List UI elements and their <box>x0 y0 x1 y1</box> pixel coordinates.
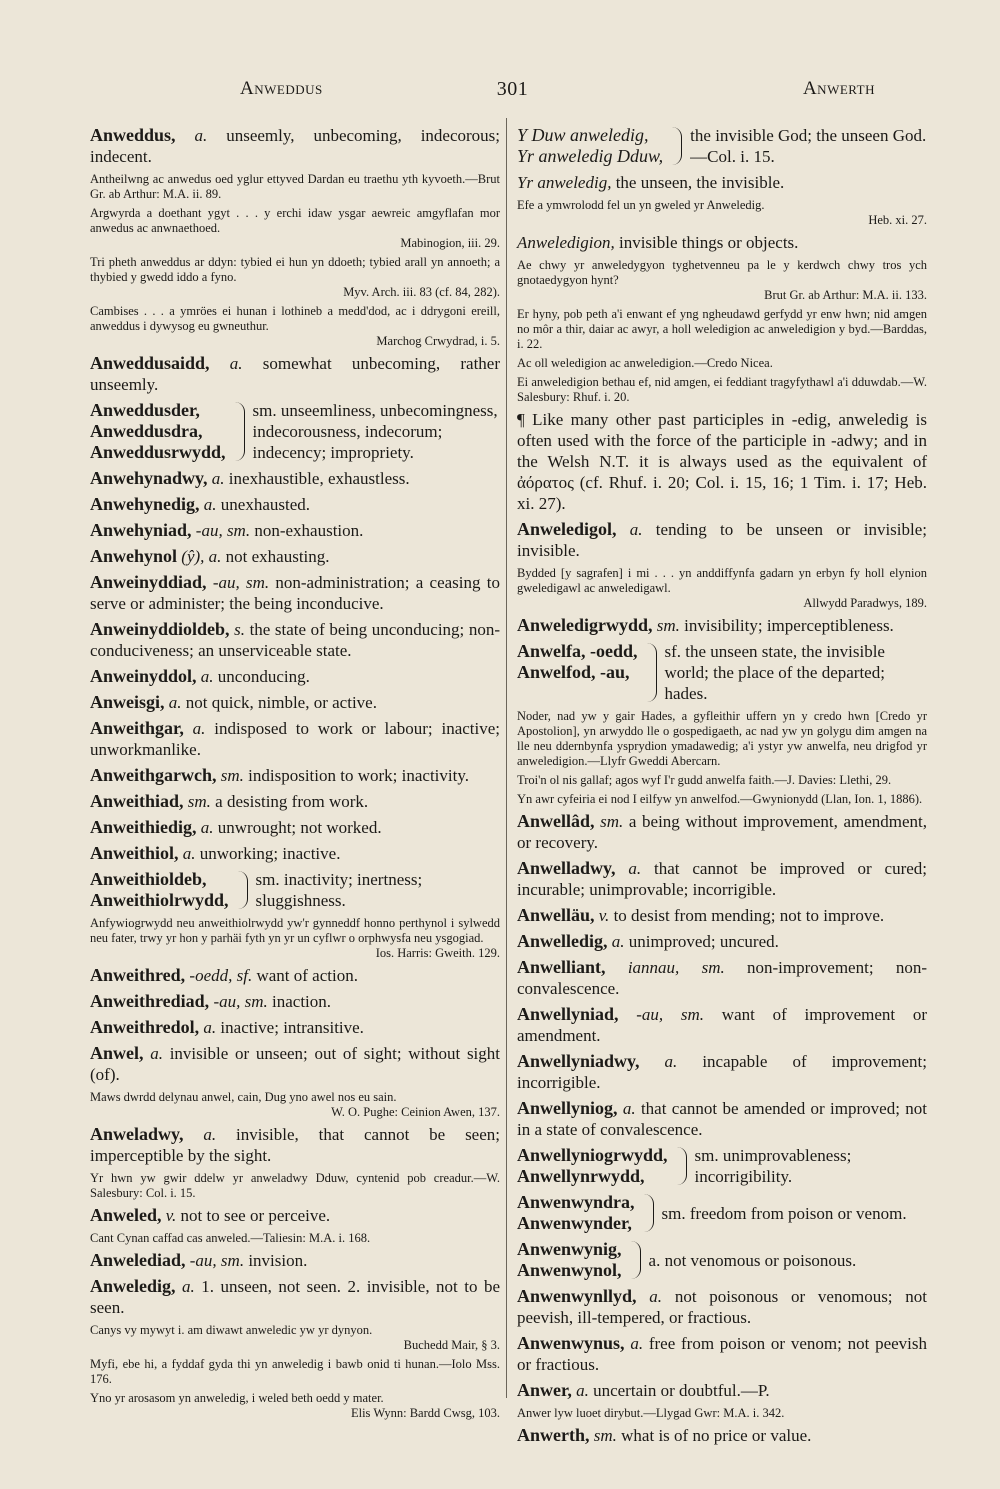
grouped-definition-text <box>253 400 500 463</box>
definition: the invisible God; the unseen God.—Col. i. 15. <box>690 126 927 166</box>
headword: Anwerth, <box>517 1425 590 1445</box>
headword: Y Duw anweledig, <box>517 125 649 145</box>
headword: Anwer, <box>517 1380 572 1400</box>
grouped-definition <box>695 1145 927 1187</box>
headword: Anweinyddol, <box>90 666 197 686</box>
running-header <box>90 78 935 108</box>
grammar-label: a. <box>630 1334 644 1353</box>
definition: what is of no price or value. <box>621 1426 812 1445</box>
dictionary-entry <box>90 1124 500 1166</box>
citation-text: Yno yr arosasom yn anweledig, i weled beth oedd y mater. <box>90 1391 384 1405</box>
definition: incapable of improvement; incorrigible. <box>517 1052 927 1092</box>
citation-quote <box>517 258 927 303</box>
headword: Anwelfod, -au, <box>517 662 630 682</box>
grammar-label: -au, sm. <box>212 573 270 592</box>
grouped-entry <box>517 1192 927 1234</box>
citation-text: Anwer lyw luoet dirybut.—Llygad Gwr: M.A. i. 342. <box>517 1406 785 1420</box>
grouped-definition-text <box>256 869 500 911</box>
definition: indisposition to work; inactivity. <box>248 766 469 785</box>
citation-quote <box>517 709 927 769</box>
grammar-label: -au, sm. <box>636 1005 705 1024</box>
citation-source: Elis Wynn: Bardd Cwsg, 103. <box>350 1406 500 1420</box>
headword: Anwenwynig, <box>517 1239 622 1259</box>
headword: Anweladwy, <box>90 1124 184 1144</box>
definition: that cannot be improved or cured; incurable; unimprovable; incorrigible. <box>517 859 928 899</box>
citation-source: Heb. xi. 27. <box>868 213 927 227</box>
definition: not poisonous or venomous; not peevish, ill-tempered, or fractious. <box>517 1287 928 1327</box>
grammar-label: a. <box>211 469 225 488</box>
headword: Anweinyddiad, <box>90 572 207 592</box>
citation-text: Yr hwn yw gwir ddelw yr anweladwy Dduw, cyntenid pob creadur.—W. Salesbury: Col. i. 15. <box>90 1171 500 1200</box>
grammar-label: a. <box>194 126 208 145</box>
citation-source: Myv. Arch. iii. 83 (cf. 84, 282). <box>343 285 500 299</box>
grouped-entry <box>90 869 500 911</box>
headword: Anweithiad, <box>90 791 184 811</box>
grouped-entry <box>90 400 500 463</box>
headword: Anwelediad, <box>90 1250 186 1270</box>
grammar-label: sm. <box>694 1146 719 1165</box>
grammar-label: a. <box>192 719 206 738</box>
headword: Anweddusder, <box>90 400 200 420</box>
grouped-definition <box>690 125 927 167</box>
headword: Anweinyddioldeb, <box>90 619 230 639</box>
dictionary-entry <box>517 905 927 926</box>
definition: the state of being unconducing; non-conduciveness; an unserviceable state. <box>90 620 500 660</box>
headword: Anwenwynllyd, <box>517 1286 637 1306</box>
definition: the unseen, the invisible. <box>615 173 785 192</box>
headword: Anwellyniog, <box>517 1098 618 1118</box>
grammar-label: a. <box>628 859 642 878</box>
right-column <box>517 125 927 1451</box>
grammar-label: Yr anweledig, <box>517 173 612 192</box>
headword: Anweithgarwch, <box>90 765 217 785</box>
definition: inexhaustible, exhaustless. <box>228 469 410 488</box>
headword: Anweithiolrwydd, <box>90 890 229 910</box>
headword: Anweddus, <box>90 125 176 145</box>
definition: not to see or perceive. <box>180 1206 331 1225</box>
grouped-definition-text <box>690 125 927 167</box>
citation-text: Cambises . . . a ymröes ei hunan i lothineb a medd'dod, ac i ddrygoni ereill, anweddus i dywysog eu gwneuthur. <box>90 304 500 333</box>
dictionary-entry <box>517 931 927 952</box>
grammar-label: sm. <box>252 401 277 420</box>
grammar-label: iannau, sm. <box>627 958 725 977</box>
dictionary-entry <box>517 1333 927 1375</box>
dictionary-entry <box>90 1250 500 1271</box>
citation-text: Ac oll weledigion ac anweledigion.—Credo Nicea. <box>517 356 773 370</box>
grouped-definition <box>665 641 928 704</box>
definition: not exhausting. <box>225 547 330 566</box>
headword: Yr anweledig Dduw, <box>517 146 664 166</box>
definition: inactive; intransitive. <box>220 1018 364 1037</box>
dictionary-entry <box>90 468 500 489</box>
definition: not quick, nimble, or active. <box>185 693 377 712</box>
definition: free from poison or venom; not peevish or fractious. <box>517 1334 928 1374</box>
citation-quote <box>90 1090 500 1120</box>
headword: Anwellyniogrwydd, <box>517 1145 668 1165</box>
citation-quote <box>90 206 500 251</box>
grouped-headwords <box>90 869 229 911</box>
dictionary-entry <box>517 957 927 999</box>
grouped-definition-text <box>665 641 928 704</box>
citation-text: Cant Cynan caffad cas anweled.—Taliesin: M.A. i. 168. <box>90 1231 371 1245</box>
headword: Anweithrediad, <box>90 991 210 1011</box>
dictionary-entry <box>517 1380 927 1401</box>
grouped-headwords <box>517 641 638 704</box>
brace-mark <box>626 1241 641 1279</box>
grammar-label: sm. <box>255 870 280 889</box>
grouped-headwords <box>517 1145 668 1187</box>
citation-quote <box>517 773 927 788</box>
citation-quote <box>90 916 500 961</box>
citation-quote <box>517 1406 927 1421</box>
dictionary-entry <box>90 520 500 541</box>
dictionary-entry <box>90 991 500 1012</box>
definition: the unseen state, the invisible world; the place of the departed; hades. <box>664 642 885 703</box>
citation-text: Argwyrda a doethant ygyt . . . y erchi idaw ysgar aewreic amgyflafan mor anwedus ac anwnaethoed. <box>90 206 500 235</box>
definition: want of action. <box>256 966 358 985</box>
grammar-label: Anweledigion, <box>517 233 615 252</box>
grammar-label: a. <box>229 354 243 373</box>
grammar-label: -oedd, sf. <box>189 966 253 985</box>
headword: Anwellâd, <box>517 811 595 831</box>
dictionary-entry <box>90 765 500 786</box>
dictionary-entry <box>90 666 500 687</box>
dictionary-entry <box>90 965 500 986</box>
headword: Anweledig, <box>90 1276 176 1296</box>
column-divider <box>506 118 507 1398</box>
citation-quote <box>90 304 500 349</box>
grammar-label: -au, sm. <box>189 1251 245 1270</box>
grammar-label: s. <box>234 620 245 639</box>
citation-text: Yn awr cyfeiria ei nod I eilfyw yn anwelfod.—Gwynionydd (Llan, Ion. 1, 1886). <box>517 792 923 806</box>
dictionary-entry <box>517 232 927 253</box>
citation-quote <box>517 566 927 611</box>
citation-quote <box>90 1323 500 1353</box>
headword: Anwehynedig, <box>90 494 200 514</box>
headword: Anwelläu, <box>517 905 595 925</box>
headword: Anweithred, <box>90 965 186 985</box>
grammar-label: a. <box>200 667 214 686</box>
definition: a being without improvement, amendment, or recovery. <box>517 812 928 852</box>
dictionary-entry <box>90 817 500 838</box>
headword: Anwellyniadwy, <box>517 1051 640 1071</box>
citation-text: Antheilwng ac anwedus oed yglur ettyved Dardan eu traethu yth kyvoeth.—Brut Gr. ab Arthur: M.A. ii. 89. <box>90 172 500 201</box>
definition: invision. <box>248 1251 308 1270</box>
citation-quote <box>517 792 927 807</box>
definition: non-improvement; non-convalescence. <box>517 958 927 998</box>
citation-text: Canys vy mywyt i. am diwawt anweledic yw yr dynyon. <box>90 1323 373 1337</box>
grouped-headwords <box>517 1239 622 1281</box>
citation-quote <box>90 1357 500 1387</box>
grouped-definition <box>649 1239 927 1281</box>
grouped-definition-text <box>649 1250 857 1271</box>
grouped-headwords <box>517 125 663 167</box>
grammar-label: a. <box>203 1125 217 1144</box>
headword: Anweled, <box>90 1205 162 1225</box>
dictionary-entry <box>90 546 500 567</box>
citation-text: Bydded [y sagrafen] i mi . . . yn anddiffynfa gadarn yn erbyn fy holl elynion gweledigawl ac anweledigawl. <box>517 566 927 595</box>
citation-text: Ei anweledigion bethau ef, nid amgen, ei feddiant tragyfythawl a'i dduwdab.—W. Salesbury: Rhuf. i. 20. <box>517 375 927 404</box>
dictionary-entry <box>517 811 927 853</box>
headword: Anwelledig, <box>517 931 608 951</box>
headword: Anweddusaidd, <box>90 353 210 373</box>
dictionary-entry <box>90 1205 500 1226</box>
citation-text: Tri pheth anweddus ar ddyn: tybied ei hun yn ddoeth; tybied arall yn annoeth; a thybied y gwedd iddo a fyno. <box>90 255 500 284</box>
grammar-label: a. <box>622 1099 636 1118</box>
definition: invisible or unseen; out of sight; without sight (of). <box>90 1044 501 1084</box>
definition: a desisting from work. <box>215 792 369 811</box>
headword: Anweddusrwydd, <box>90 442 226 462</box>
dictionary-entry <box>90 718 500 760</box>
headword: Anwenwynder, <box>517 1213 632 1233</box>
grammar-label: a. <box>181 1277 195 1296</box>
grouped-definition-text <box>662 1203 907 1224</box>
grammar-label: sm. <box>661 1203 686 1223</box>
headword: Anwel, <box>90 1043 144 1063</box>
dictionary-entry <box>90 353 500 395</box>
definition: unworking; inactive. <box>199 844 341 863</box>
citation-source: Buchedd Mair, § 3. <box>403 1338 500 1352</box>
header-right-guide-word: Anwerth <box>802 78 875 99</box>
headword: Anwehynadwy, <box>90 468 208 488</box>
citation-quote <box>90 1231 500 1246</box>
grammar-label: a. <box>576 1381 589 1400</box>
grouped-entry <box>517 1239 927 1281</box>
definition: not venomous or poisonous. <box>664 1250 857 1270</box>
dictionary-entry <box>517 519 927 561</box>
citation-text: Myfi, ebe hi, a fyddaf gyda thi yn anweledig i bawb onid ti hunan.—Iolo Mss. 176. <box>90 1357 500 1386</box>
brace-mark <box>639 1194 654 1232</box>
definition: invisible things or objects. <box>618 233 799 252</box>
grammar-label: a. <box>664 1052 678 1071</box>
brace-mark <box>230 402 245 461</box>
citation-text: Anfywiogrwydd neu anweithiolrwydd yw'r gynneddf honno perthynol i sylwedd neu fater, trwy yr hon y parhäi fyth yn yr un cyflwr o orphwysfa neu ysgogiad. <box>90 916 500 945</box>
citation-text: Efe a ymwrolodd fel un yn gweled yr Anweledig. <box>517 198 765 212</box>
definition: inactivity; inertness; sluggishness. <box>255 870 423 910</box>
citation-source: W. O. Pughe: Ceinion Awen, 137. <box>331 1105 500 1119</box>
definition: non-administration; a ceasing to serve or administer; the being inconducive. <box>90 573 500 613</box>
definition: non-exhaustion. <box>254 521 364 540</box>
grammar-label: sm. <box>220 766 244 785</box>
grammar-label: a. <box>611 932 625 951</box>
citation-source: Brut Gr. ab Arthur: M.A. ii. 133. <box>764 288 927 302</box>
usage-note: ¶ Like many other past participles in -edig, anweledig is often used with the force of the participle in -adwy; and in the Welsh N.T. it is always used as the equivalent of ἀόρατος (cf. Rhuf. i. 20; Col. i. 15, 16; 1 Tim. i. 17; Heb. xi. 27). <box>517 410 927 513</box>
headword: Anweithiol, <box>90 843 179 863</box>
grouped-definition <box>253 400 500 463</box>
definition: want of improvement or amendment. <box>517 1005 928 1045</box>
dictionary-entry <box>90 1276 500 1318</box>
grammar-label: a. <box>182 844 196 863</box>
grammar-label: a. <box>629 520 643 539</box>
headword: Anweithiedig, <box>90 817 197 837</box>
citation-quote <box>517 198 927 228</box>
headword: Anwelladwy, <box>517 858 616 878</box>
dictionary-entry <box>517 1051 927 1093</box>
definition: freedom from poison or venom. <box>689 1203 907 1223</box>
dictionary-entry <box>90 791 500 812</box>
brace-mark <box>233 871 248 909</box>
grammar-label: sm. <box>593 1426 617 1445</box>
citation-text: Ae chwy yr anweledygyon tyghetvenneu pa le y kerdwch chwy tros ych gnotaedygyon hynt? <box>517 258 927 287</box>
dictionary-entry <box>517 1004 927 1046</box>
grammar-label: -au, sm. <box>213 992 268 1011</box>
grouped-entry <box>517 125 927 167</box>
grammar-label: a. <box>168 693 182 712</box>
headword: Anweithredol, <box>90 1017 200 1037</box>
definition: unimproved; uncured. <box>628 932 779 951</box>
dictionary-entry <box>517 1286 927 1328</box>
definition: indisposed to work or labour; inactive; unworkmanlike. <box>90 719 500 759</box>
grouped-headwords <box>517 1192 635 1234</box>
header-left-guide-word: Anweddus <box>240 78 323 99</box>
headword: Anweledigrwydd, <box>517 615 653 635</box>
grammar-label: a. <box>203 495 217 514</box>
dictionary-entry <box>517 1425 927 1446</box>
citation-text: Troi'n ol nis gallaf; agos wyf I'r gudd anwelfa faith.—J. Davies: Llethi, 29. <box>517 773 892 787</box>
grouped-entry <box>517 641 927 704</box>
dictionary-entry <box>90 692 500 713</box>
grammar-label: v. <box>165 1206 177 1225</box>
headword: Anweledigol, <box>517 519 617 539</box>
citation-quote <box>517 356 927 371</box>
headword: Anwenwynus, <box>517 1333 625 1353</box>
definition: unseemliness, unbecomingness, indecorousness, indecorum; indecency; impropriety. <box>252 401 498 462</box>
grouped-definition <box>256 869 500 911</box>
grouped-entry <box>517 1145 927 1187</box>
citation-quote <box>90 1171 500 1201</box>
definition: 1. unseen, not seen. 2. invisible, not to be seen. <box>90 1277 501 1317</box>
headword: Anwellyniad, <box>517 1004 619 1024</box>
definition: inaction. <box>272 992 332 1011</box>
definition: tending to be unseen or invisible; invisible. <box>517 520 928 560</box>
grammar-label: v. <box>598 906 610 925</box>
grammar-label: sm. <box>656 616 680 635</box>
citation-quote <box>90 255 500 300</box>
headword: Anwellynrwydd, <box>517 1166 645 1186</box>
headword: Anwehynol <box>90 546 178 566</box>
definition: unimprovableness; incorrigibility. <box>694 1146 852 1186</box>
left-column <box>90 125 500 1425</box>
grammar-label: a. <box>649 1287 663 1306</box>
grammar-label: (ŷ), a. <box>181 547 222 566</box>
grammar-label: a. <box>648 1250 661 1270</box>
definition: invisibility; imperceptibleness. <box>684 616 894 635</box>
definition: uncertain or doubtful.—P. <box>593 1381 770 1400</box>
grammar-label: a. <box>200 818 214 837</box>
page-number: 301 <box>496 78 529 100</box>
citation-quote <box>517 307 927 352</box>
definition: that cannot be amended or improved; not in a state of convalescence. <box>517 1099 927 1139</box>
headword: Anwelliant, <box>517 957 606 977</box>
citation-quote <box>517 375 927 405</box>
citation-quote <box>90 172 500 202</box>
headword: Anwelfa, -oedd, <box>517 641 638 661</box>
citation-text: Er hyny, pob peth a'i enwant ef yng ngheudawd gerfydd yr enw hwn; nid amgen no môr a thir, daiar ac awyr, a holl weledigion ac anweledigion y byd.—Barddas, i. 22. <box>517 307 927 351</box>
grouped-definition-text <box>695 1145 927 1187</box>
grouped-headwords <box>90 400 226 463</box>
headword: Anwenwynol, <box>517 1260 622 1280</box>
dictionary-entry <box>90 843 500 864</box>
brace-mark <box>672 1147 687 1185</box>
grammar-label: sm. <box>187 792 211 811</box>
dictionary-entry <box>517 172 927 193</box>
dictionary-entry <box>90 619 500 661</box>
headword: Anweithioldeb, <box>90 869 207 889</box>
headword: Anwehyniad, <box>90 520 192 540</box>
citation-text: Maws dwrdd delynau anwel, cain, Dug yno awel nos eu sain. <box>90 1090 397 1104</box>
headword: Anwenwyndra, <box>517 1192 635 1212</box>
dictionary-entry <box>90 494 500 515</box>
citation-text: Noder, nad yw y gair Hades, a gyfleithir uffern yn y credo hwn [Credo yr Apostolion], yn arwyddo lle o gospedigaeth, ac nad yw yn golygu dim amgen na lle neu ddernbynfa ysprydion ymadawedig; a'i ystyr yw anwelfa, neu drigfod yr anweledigion.—Llyfr Gweddi Abercarn. <box>517 709 927 768</box>
grammar-label: -au, sm. <box>195 521 251 540</box>
dictionary-entry <box>90 572 500 614</box>
definition: unseemly, unbecoming, indecorous; indecent. <box>90 126 501 166</box>
dictionary-entry <box>90 1017 500 1038</box>
grouped-definition <box>662 1192 927 1234</box>
dictionary-entry <box>517 615 927 636</box>
dictionary-entry <box>90 1043 500 1085</box>
headword: Anweddusdra, <box>90 421 203 441</box>
brace-mark <box>642 643 657 702</box>
definition: unwrought; not worked. <box>217 818 382 837</box>
grammar-label: sf. <box>664 642 682 661</box>
definition: unexhausted. <box>220 495 311 514</box>
citation-source: Ios. Harris: Gweith. 129. <box>375 946 500 960</box>
citation-source: Mabinogion, iii. 29. <box>400 236 500 250</box>
definition: invisible, that cannot be seen; imperceptible by the sight. <box>90 1125 500 1165</box>
dictionary-entry <box>517 1098 927 1140</box>
grammar-label: a. <box>150 1044 163 1063</box>
definition: unconducing. <box>217 667 310 686</box>
citation-quote <box>90 1391 500 1421</box>
citation-source: Marchog Crwydrad, i. 5. <box>376 334 500 348</box>
headword: Anweisgi, <box>90 692 165 712</box>
brace-mark <box>667 127 682 165</box>
definition: to desist from mending; not to improve. <box>613 906 885 925</box>
grammar-label: sm. <box>600 812 624 831</box>
citation-source: Allwydd Paradwys, 189. <box>803 596 927 610</box>
definition: somewhat unbecoming, rather unseemly. <box>90 354 501 394</box>
dictionary-entry <box>90 125 500 167</box>
headword: Anweithgar, <box>90 718 184 738</box>
grammar-label: a. <box>203 1018 217 1037</box>
dictionary-entry <box>517 858 927 900</box>
